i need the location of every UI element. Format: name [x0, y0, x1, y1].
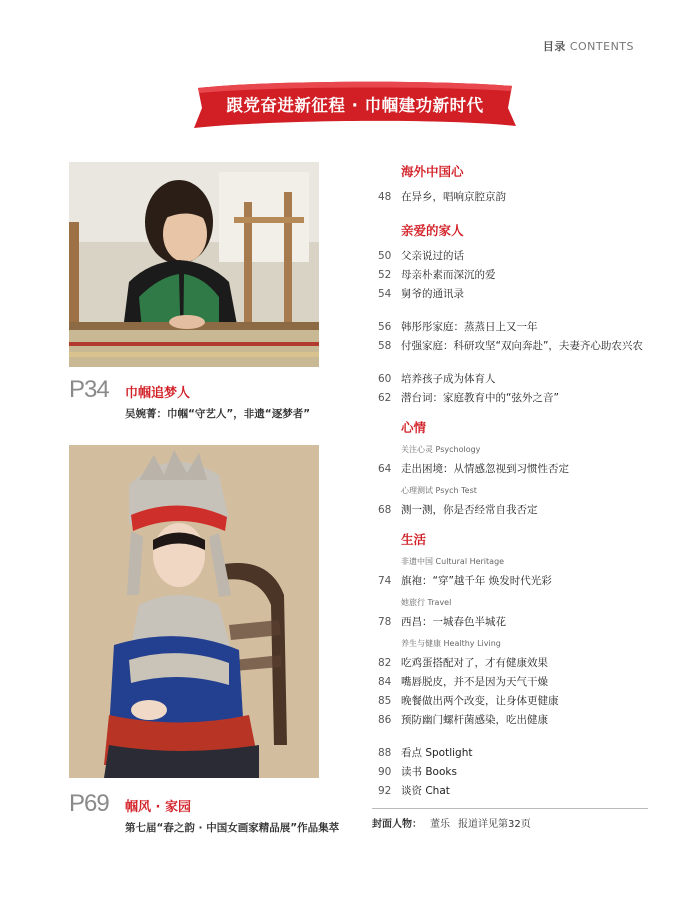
feature-page-number: P34: [69, 376, 109, 403]
toc-entry[interactable]: 92 谈资 Chat: [378, 785, 450, 797]
toc-entry[interactable]: 68 测一测，你是否经常自我否定: [378, 504, 538, 516]
toc-entry[interactable]: 60 培养孩子成为体育人: [378, 373, 496, 385]
cover-label: 封面人物：: [372, 819, 422, 830]
feature-subtitle: 吴婉菁：巾帼“守艺人”，非遗“逐梦者”: [125, 408, 311, 420]
toc-entry[interactable]: 85 晚餐做出两个改变，让身体更健康: [378, 695, 559, 707]
cover-note[interactable]: 报道详见第32页: [458, 819, 531, 830]
feature-photo-painting: [69, 445, 319, 778]
toc-entry[interactable]: 86 预防幽门螺杆菌感染，吃出健康: [378, 714, 548, 726]
feature-title: 帼风 · 家园: [125, 800, 191, 815]
column-label: 心理测试 Psych Test: [401, 486, 477, 495]
cover-person-name: 董乐: [430, 819, 450, 830]
section-title-family: 亲爱的家人: [401, 223, 464, 238]
toc-entry[interactable]: 82 吃鸡蛋搭配对了，才有健康效果: [378, 657, 548, 669]
contents-label-en: CONTENTS: [569, 40, 634, 53]
toc-entry[interactable]: 54 舅爷的通讯录: [378, 288, 464, 300]
column-label: 非遗中国 Cultural Heritage: [401, 557, 505, 566]
section-title-mind: 心情: [401, 420, 427, 435]
toc-entry[interactable]: 74 旗袍：“穿”越千年 焕发时代光彩: [378, 575, 552, 587]
contents-label-cn: 目录: [542, 40, 566, 53]
feature-title: 巾帼追梦人: [125, 386, 191, 401]
column-label: 养生与健康 Healthy Living: [401, 639, 501, 648]
toc-entry[interactable]: 64 走出困境：从情感忽视到习惯性否定: [378, 463, 569, 475]
feature-page-number: P69: [69, 790, 109, 817]
feature-item-1[interactable]: [69, 376, 339, 426]
toc-entry[interactable]: 90 读书 Books: [378, 766, 457, 778]
toc-entry[interactable]: 78 西昌：一城春色半城花: [378, 616, 506, 628]
contents-header: [543, 38, 634, 54]
feature-photo-weaver: [69, 162, 319, 367]
toc-entry[interactable]: 84 嘴唇脱皮，并不是因为天气干燥: [378, 676, 548, 688]
toc-entry[interactable]: 48 在异乡，唱响京腔京韵: [378, 191, 506, 203]
feature-item-2[interactable]: [69, 790, 339, 840]
feature-subtitle: 第七届“春之韵 · 中国女画家精品展”作品集萃: [125, 822, 340, 834]
toc-entry[interactable]: 58 付强家庭：科研攻坚“双向奔赴”，夫妻齐心助农兴农: [378, 340, 643, 352]
toc-entry[interactable]: 56 韩彤彤家庭：蒸蒸日上又一年: [378, 321, 538, 333]
footer-divider: [372, 808, 648, 809]
column-label: 她旅行 Travel: [401, 598, 452, 607]
toc-entry[interactable]: 50 父亲说过的话: [378, 250, 464, 262]
column-label: 关注心灵 Psychology: [401, 445, 481, 454]
cover-credit: [372, 815, 531, 830]
toc-entry[interactable]: 88 看点 Spotlight: [378, 747, 473, 759]
toc-entry[interactable]: 52 母亲朴素而深沉的爱: [378, 269, 496, 281]
toc-entry[interactable]: 62 潜台词：家庭教育中的“弦外之音”: [378, 392, 559, 404]
banner-title: 跟党奋进新征程 · 巾帼建功新时代: [226, 96, 484, 115]
section-title-life: 生活: [401, 532, 427, 547]
section-title-overseas: 海外中国心: [401, 164, 464, 179]
theme-banner: [190, 78, 520, 132]
table-of-contents: [372, 162, 648, 801]
